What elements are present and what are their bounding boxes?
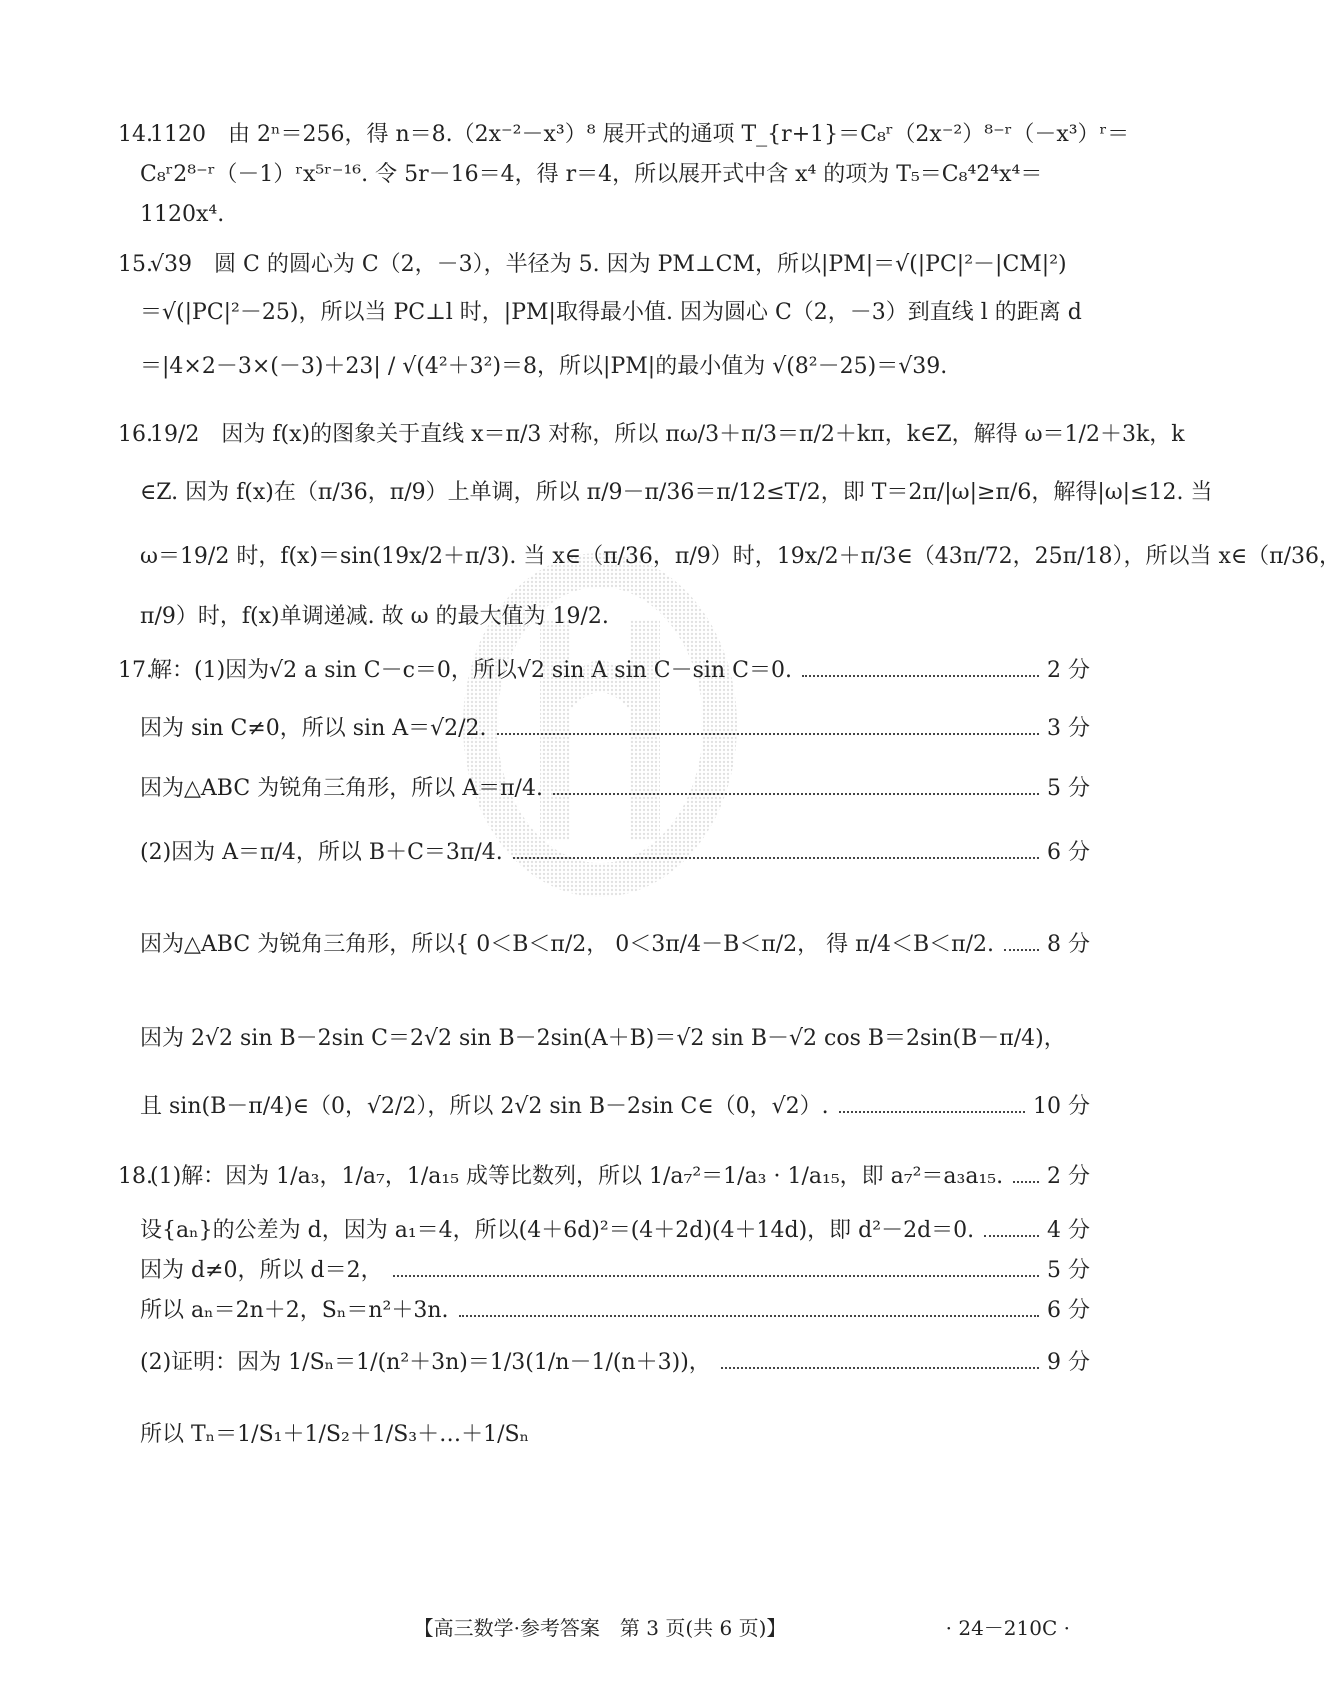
problem-16-line-1: 19/2 因为 f(x)的图象关于直线 x＝π/3 对称，所以 πω/3＋π/3＝π/2＋kπ，k∈Z，解得 ω＝1/2＋3k，k (150, 422, 1185, 447)
score-label: 5 分 (1047, 1258, 1090, 1283)
leader-dots (553, 793, 1039, 795)
footer-title: 【高三数学·参考答案 第 3 页(共 6 页)】 (413, 1616, 787, 1640)
problem-14-line-3: 1120x⁴. (140, 202, 225, 227)
problem-17-step-7 (140, 1090, 1090, 1124)
score-label: 2 分 (1047, 1164, 1090, 1189)
problem-number: 16. (118, 422, 153, 447)
leader-dots (513, 857, 1039, 859)
score-label: 10 分 (1033, 1094, 1090, 1119)
leader-dots (984, 1235, 1039, 1237)
problem-15-line-1: √39 圆 C 的圆心为 C（2，－3），半径为 5. 因为 PM⊥CM，所以|PM|＝√(|PC|²－|CM|²) (150, 252, 1067, 277)
leader-dots (721, 1367, 1039, 1369)
step-text: 因为 sin C≠0，所以 sin A＝√2/2. (140, 716, 487, 741)
step-text: 所以 aₙ＝2n＋2，Sₙ＝n²＋3n. (140, 1298, 449, 1323)
problem-14-line-2: C₈ʳ2⁸⁻ʳ（－1）ʳx⁵ʳ⁻¹⁶. 令 5r－16＝4，得 r＝4，所以展开式中含 x⁴ 的项为 T₅＝C₈⁴2⁴x⁴＝ (140, 162, 1043, 187)
leader-dots (459, 1315, 1039, 1317)
score-label: 5 分 (1047, 776, 1090, 801)
problem-18-step-6: 所以 Tₙ＝1/S₁＋1/S₂＋1/S₃＋…＋1/Sₙ (140, 1422, 530, 1447)
step-text: 因为△ABC 为锐角三角形，所以 A＝π/4. (140, 776, 543, 801)
score-label: 6 分 (1047, 840, 1090, 865)
footer-code: · 24－210C · (945, 1616, 1070, 1640)
leader-dots (802, 675, 1039, 677)
problem-number: 17. (118, 658, 153, 683)
step-text: 解：(1)因为√2 a sin C－c＝0，所以√2 sin A sin C－sin C＝0. (150, 658, 792, 683)
problem-17-step-6: 因为 2√2 sin B－2sin C＝2√2 sin B－2sin(A＋B)＝√2 sin B－√2 cos B＝2sin(B－π/4)， (140, 1026, 1066, 1051)
problem-number: 14. (118, 122, 153, 147)
problem-16-line-4: π/9）时，f(x)单调递减. 故 ω 的最大值为 19/2. (140, 604, 609, 629)
problem-18-step-5 (140, 1346, 1090, 1380)
problem-17-step-2 (140, 712, 1090, 746)
score-label: 6 分 (1047, 1298, 1090, 1323)
problem-18-step-1 (150, 1160, 1090, 1194)
problem-15-line-3: ＝|4×2－3×(－3)＋23| / √(4²＋3²)＝8，所以|PM|的最小值为 √(8²－25)＝√39. (140, 354, 948, 379)
problem-17-step-5 (140, 928, 1090, 962)
problem-number: 15. (118, 252, 153, 277)
step-text: 因为 d≠0，所以 d＝2， (140, 1258, 383, 1283)
problem-17-step-3 (140, 772, 1090, 806)
step-text: 且 sin(B－π/4)∈（0，√2/2），所以 2√2 sin B－2sin C∈（0，√2）. (140, 1094, 829, 1119)
problem-16-line-2: ∈Z. 因为 f(x)在（π/36，π/9）上单调，所以 π/9－π/36＝π/12≤T/2，即 T＝2π/|ω|≥π/6，解得|ω|≤12. 当 (140, 480, 1213, 505)
problem-16-line-3: ω＝19/2 时，f(x)＝sin(19x/2＋π/3). 当 x∈（π/36，π/9）时，19x/2＋π/3∈（43π/72，25π/18），所以当 x∈（π/36， (140, 544, 1341, 569)
problem-17-step-1 (150, 654, 1090, 688)
step-text: 因为△ABC 为锐角三角形，所以{ 0＜B＜π/2， 0＜3π/4－B＜π/2， 得 π/4＜B＜π/2. (140, 932, 995, 957)
step-text: (1)解：因为 1/a₃，1/a₇，1/a₁₅ 成等比数列，所以 1/a₇²＝1/a₃ · 1/a₁₅，即 a₇²＝a₃a₁₅. (150, 1164, 1004, 1189)
score-label: 3 分 (1047, 716, 1090, 741)
step-text: (2)因为 A＝π/4，所以 B＋C＝3π/4. (140, 840, 503, 865)
step-text: (2)证明：因为 1/Sₙ＝1/(n²＋3n)＝1/3(1/n－1/(n＋3))， (140, 1350, 711, 1375)
leader-dots (839, 1111, 1025, 1113)
score-label: 2 分 (1047, 658, 1090, 683)
problem-17-step-4 (140, 836, 1090, 870)
step-text: 设{aₙ}的公差为 d，因为 a₁＝4，所以(4＋6d)²＝(4＋2d)(4＋14d)，即 d²－2d＝0. (140, 1218, 975, 1243)
leader-dots (393, 1275, 1039, 1277)
leader-dots (1013, 1181, 1039, 1183)
problem-14-line-1: 1120 由 2ⁿ＝256，得 n＝8.（2x⁻²－x³）⁸ 展开式的通项 T_{r+1}＝C₈ʳ（2x⁻²）⁸⁻ʳ（－x³）ʳ＝ (150, 122, 1130, 147)
problem-18-step-3 (140, 1254, 1090, 1288)
problem-15-line-2: ＝√(|PC|²－25)，所以当 PC⊥l 时，|PM|取得最小值. 因为圆心 C（2，－3）到直线 l 的距离 d (140, 300, 1082, 325)
score-label: 8 分 (1047, 932, 1090, 957)
problem-18-step-4 (140, 1294, 1090, 1328)
problem-number: 18. (118, 1164, 153, 1189)
score-label: 4 分 (1047, 1218, 1090, 1243)
leader-dots (1004, 949, 1039, 951)
leader-dots (497, 733, 1039, 735)
score-label: 9 分 (1047, 1350, 1090, 1375)
problem-18-step-2 (140, 1214, 1090, 1248)
